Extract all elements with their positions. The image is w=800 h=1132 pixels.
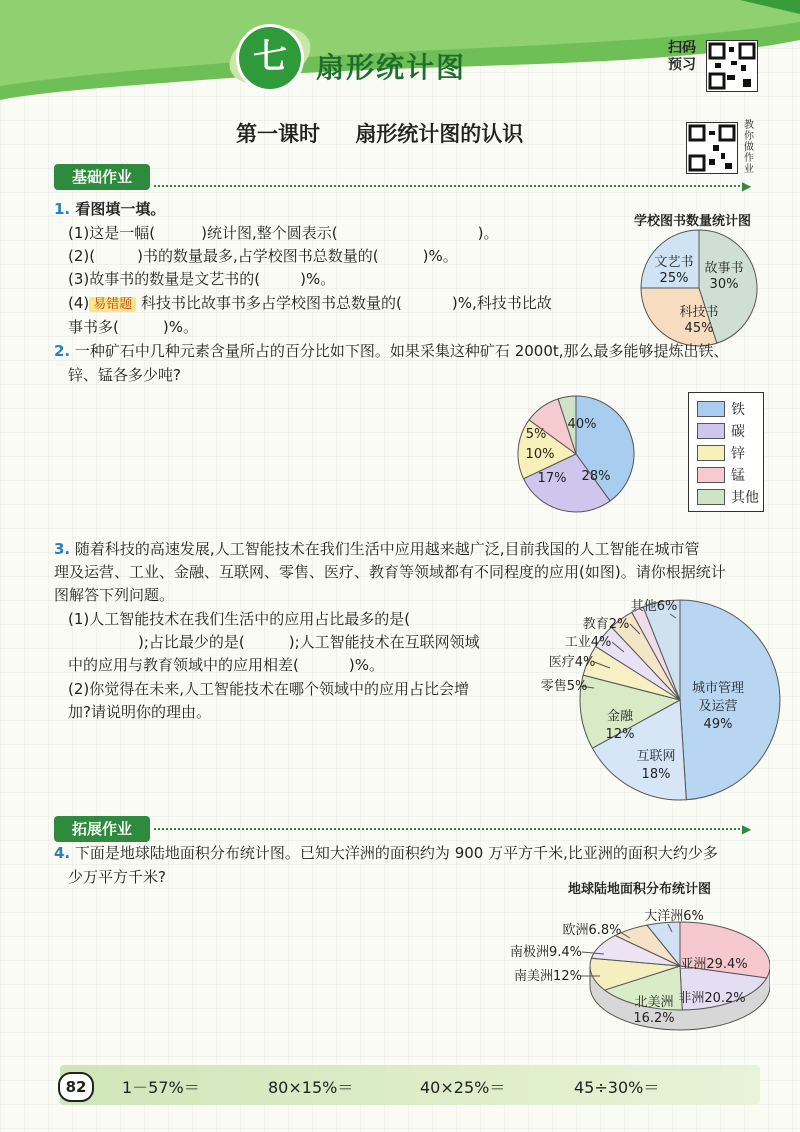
- q1-part2: (2)( )书的数量最多,占学校图书总数量的( )%。: [68, 247, 458, 265]
- pie-label: 12%: [605, 727, 635, 742]
- pie-label: 南极洲9.4%: [509, 945, 583, 960]
- legend-swatch-1: [697, 401, 725, 417]
- legend-label: 碳: [731, 424, 745, 440]
- pie-chart-ai: [520, 596, 790, 808]
- pie-label: 城市管理: [691, 681, 745, 696]
- pie-chart-continents: [500, 894, 770, 1040]
- section-tag-extend: 拓展作业: [54, 816, 150, 842]
- pie-label: 金融: [606, 709, 634, 724]
- legend-label: 铁: [731, 402, 745, 418]
- calc-item: 45÷30%＝: [574, 1078, 660, 1097]
- legend-label: 锌: [731, 446, 745, 462]
- pie-label: 互联网: [636, 749, 676, 764]
- calc-item: 40×25%＝: [420, 1078, 506, 1097]
- pie-chart-books: [624, 226, 774, 350]
- pie-label: 49%: [703, 717, 733, 732]
- unit-title: 扇形统计图: [316, 51, 467, 84]
- q3-line1: 3. 随着科技的高速发展,人工智能技术在我们生活中应用越来越广泛,目前我国的人工智能在城市管: [54, 540, 700, 558]
- pie-label: 28%: [581, 469, 611, 484]
- legend-swatch-5: [697, 489, 725, 505]
- pie-label: 欧洲6.8%: [562, 923, 622, 938]
- pie-label: 30%: [709, 277, 739, 292]
- pie-label: 零售5%: [540, 679, 588, 694]
- pie-label: 40%: [567, 417, 597, 432]
- q3-line2: 理及运营、工业、金融、互联网、零售、医疗、教育等领域都有不同程度的应用(如图)。请你根据统计: [54, 563, 726, 581]
- q3-sub1-line2: );占比最少的是( );人工智能技术在互联网领域: [138, 633, 480, 651]
- legend-label: 其他: [731, 490, 759, 506]
- side-note: 教 你 做 作 业: [744, 120, 754, 175]
- pie-label: 科技书: [679, 305, 719, 320]
- pie-label: 17%: [537, 471, 567, 486]
- section-divider: [154, 185, 744, 187]
- pie-label: 5%: [525, 427, 547, 442]
- pie-label: 16.2%: [633, 1011, 675, 1026]
- section-tag-basic: 基础作业: [54, 164, 150, 190]
- error-prone-tag: 易错题: [89, 297, 136, 312]
- q3-sub1-line3: 中的应用与教育领域中的应用相差( )%。: [68, 656, 384, 674]
- scan-label: 扫码 预习: [668, 40, 696, 73]
- page-number: 82: [58, 1072, 94, 1102]
- legend-label: 锰: [731, 468, 745, 484]
- legend-swatch-4: [697, 467, 725, 483]
- q3-line3: 图解答下列问题。: [54, 586, 175, 604]
- chart1-title: 学校图书数量统计图: [634, 214, 752, 229]
- pie-label: 45%: [684, 321, 714, 336]
- q1-part4-cont: 事书多( )%。: [68, 318, 198, 336]
- qr-code-homework[interactable]: [686, 122, 738, 174]
- legend-swatch-2: [697, 423, 725, 439]
- pie-label: 亚洲29.4%: [680, 957, 748, 972]
- q3-sub2-line1: (2)你觉得在未来,人工智能技术在哪个领域中的应用占比会增: [68, 680, 470, 698]
- chart4-title: 地球陆地面积分布统计图: [568, 882, 712, 897]
- arrow-icon: ▶: [742, 822, 752, 836]
- calc-item: 80×15%＝: [268, 1078, 354, 1097]
- pie-label: 25%: [659, 271, 689, 286]
- section-divider: [154, 828, 744, 830]
- pie-label: 医疗4%: [548, 655, 596, 670]
- qr-code-preview[interactable]: [706, 40, 758, 92]
- pie-label: 大洋洲6%: [644, 909, 704, 924]
- q3-sub2-line2: 加?请说明你的理由。: [68, 703, 211, 721]
- pie-label: 其他6%: [630, 599, 678, 614]
- pie-label: 文艺书: [654, 255, 694, 270]
- q1-part4: (4) 易错题 科技书比故事书多占学校图书总数量的( )%,科技书比故: [68, 294, 552, 312]
- pie-label: 教育2%: [582, 617, 630, 632]
- lesson-heading: 第一课时 扇形统计图的认识: [236, 122, 524, 146]
- pie-label: 非洲20.2%: [678, 991, 746, 1006]
- pie-label: 18%: [641, 767, 671, 782]
- q2-line1: 2. 一种矿石中几种元素含量所占的百分比如下图。如果采集这种矿石 2000t,那么最多能够提炼出铁、: [54, 342, 729, 360]
- q3-sub1-line1: (1)人工智能技术在我们生活中的应用占比最多的是(: [68, 610, 411, 628]
- arrow-icon: ▶: [742, 179, 752, 193]
- pie-chart-ore: [510, 392, 640, 516]
- calc-item: 1－57%＝: [122, 1078, 200, 1097]
- legend-swatch-3: [697, 445, 725, 461]
- pie-label: 故事书: [704, 261, 744, 276]
- unit-number-badge: 七: [236, 24, 304, 92]
- q1-title: 1. 看图填一填。: [54, 200, 166, 218]
- legend-ore: [688, 392, 764, 512]
- pie-label: 北美洲: [634, 995, 674, 1010]
- q4-line2: 少万平方千米?: [68, 868, 166, 886]
- pie-label: 及运营: [698, 699, 738, 714]
- pie-label: 工业4%: [564, 635, 612, 650]
- pie-label: 南美洲12%: [514, 969, 582, 984]
- q4-line1: 4. 下面是地球陆地面积分布统计图。已知大洋洲的面积约为 900 万平方千米,比亚洲的面积大约少多: [54, 844, 718, 862]
- q2-line2: 锌、锰各多少吨?: [68, 366, 181, 384]
- q1-part1: (1)这是一幅( )统计图,整个圆表示( )。: [68, 224, 499, 242]
- pie-label: 10%: [525, 447, 555, 462]
- q1-part3: (3)故事书的数量是文艺书的( )%。: [68, 270, 336, 288]
